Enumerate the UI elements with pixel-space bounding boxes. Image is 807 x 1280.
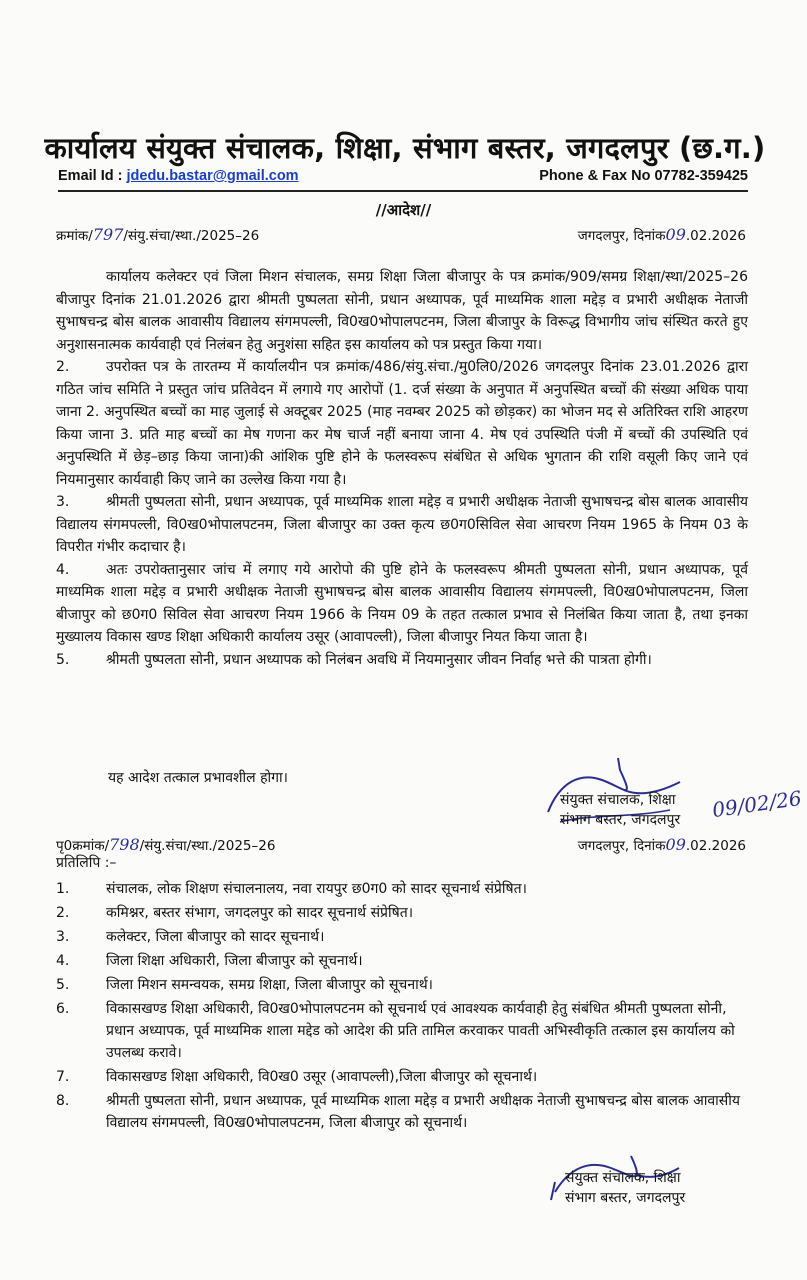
effect-line: यह आदेश तत्काल प्रभावशील होगा। bbox=[108, 770, 288, 786]
signatory-designation: संयुक्त संचालक, शिक्षा bbox=[560, 792, 676, 808]
paragraph-4: 4. अतः उपरोक्तानुसार जांच में लगाए गये आरोपो की पुष्टि होने के फलस्वरूप श्रीमती पुष्पलता सोनी, प्रधान अध्यापक, पूर्व माध्यमिक शाला मद्देड़ व प्रभारी अधीक्षक नेताजी सुभाषचन्द्र बोस बालक आवासीय विद्यालय संगमपल्ली, वि0ख0भोपालपटनम, जिला बीजापुर को छ0ग0 सिविल सेवा आचरण नियम 1966 के नियम 09 के तहत तत्काल प्रभाव से निलंबित किया जाता है, तथा इनका मुख्यालय विकास खण्ड शिक्षा अधिकारी कार्यालय उसूर (आवापल्ली), जिला बीजापुर नियत किया जाता है। bbox=[56, 561, 748, 645]
list-item: 7. विकासखण्ड शिक्षा अधिकारी, वि0ख0 उसूर (आवापल्ली),जिला बीजापुर को सूचनार्थ। bbox=[56, 1069, 538, 1085]
paragraph-2: 2. उपरोक्त पत्र के तारतम्य में कार्यालयीन पत्र क्रमांक/486/संयु.संचा./मु0लि0/2026 जगदलपुर दिनांक 23.01.2026 द्वारा गठित जांच समिति ने प्रस्तुत जांच प्रतिवेदन में लगाये गए आरोपों (1. दर्ज संख्या के अनुपात में अनुपस्थित बच्चों की संख्या अधिक पाया जाना 2. अनुपस्थित बच्चों का माह जुलाई से अक्टूबर 2025 (माह नवम्बर 2025 को छोड़कर) का भोजन मद से अतिरिक्त राशि आहरण किया जाना 3. प्रति माह बच्चों का मेष गणना कर मेष चार्ज नहीं बनाया जाना 4. मेष एवं उपस्थिति पंजी में बच्चों की उपस्थिति एवं अनुपस्थिति में छेड़–छाड़ किया जाना)की आंशिक पुष्टि होने के फलस्वरूप संबंधित से अधिक भुगतान की राशि वसूली किए जाने एवं नियमानुसार कार्यवाही किए जाने का उल्लेख किया गया है। bbox=[56, 359, 748, 488]
email-label: Email Id : bbox=[58, 168, 123, 184]
reference-line-order bbox=[56, 225, 746, 244]
place-date: जगदलपुर, दिनांक09.02.2026 bbox=[577, 225, 746, 244]
order-heading: //आदेश// bbox=[375, 201, 432, 219]
place-date-2: जगदलपुर, दिनांक09.02.2026 bbox=[577, 835, 746, 854]
list-item: 6. विकासखण्ड शिक्षा अधिकारी, वि0ख0भोपालपटनम को सूचनार्थ एवं आवश्यक कार्यवाही हेतु संबंधित श्रीमती पुष्पलता सोनी, प्रधान अध्यापक, पूर्व माध्यमिक शाला मद्देड को आदेश की प्रति तामिल करवाकर पावती अभिस्वीकृति तत्काल इस कार्यालय को उपलब्ध करावे। bbox=[56, 1001, 735, 1061]
signature-block-1 bbox=[560, 790, 680, 830]
list-item: 8. श्रीमती पुष्पलता सोनी, प्रधान अध्यापक, पूर्व माध्यमिक शाला मद्देड़ व प्रभारी अधीक्षक नेताजी सुभाषचन्द्र बोस बालक आवासीय विद्यालय संगमपल्ली, वि0ख0भोपालपटनम, जिला बीजापुर को सूचनार्थ। bbox=[56, 1093, 740, 1131]
ref2-suffix: /संयु.संचा/स्था./2025–26 bbox=[139, 838, 276, 854]
letterhead-contact bbox=[58, 168, 748, 184]
copy-to-label: प्रतिलिपि :– bbox=[56, 855, 117, 871]
signature-block-2 bbox=[565, 1168, 685, 1208]
signatory-office-2: संभाग बस्तर, जगदलपुर bbox=[565, 1190, 686, 1206]
copy-to-list bbox=[56, 878, 748, 1136]
phone-fax: Phone & Fax No 07782-359425 bbox=[539, 168, 748, 184]
letterhead-title: कार्यालय संयुक्त संचालक, शिक्षा, संभाग बस्तर, जगदलपुर (छ.ग.) bbox=[44, 131, 766, 165]
signature-date-handwritten: 09/02/26 bbox=[710, 785, 804, 823]
order-body bbox=[56, 266, 748, 671]
paragraph-1: कार्यालय कलेक्टर एवं जिला मिशन संचालक, समग्र शिक्षा जिला बीजापुर के पत्र क्रमांक/909/समग्र शिक्षा/स्था/2025–26 बीजापुर दिनांक 21.01.2026 द्वारा श्रीमती पुष्पलता सोनी, प्रधान अध्यापक, पूर्व माध्यमिक शाला मद्देड़ व प्रभारी अधीक्षक नेताजी सुभाषचन्द्र बोस बालक आवासीय विद्यालय संगमपल्ली, वि0ख0भोपालपटनम, जिला बीजापुर के विरूद्ध विभागीय जांच संस्थित करते हुए अनुशासनात्मक कार्यवाही एवं निलंबन हेतु अनुशंसा सहित इस कार्यालय को पत्र प्रस्तुत किया गया। bbox=[56, 269, 748, 353]
ref2-prefix: पृ0क्रमांक/ bbox=[56, 838, 110, 854]
list-item: 4. जिला शिक्षा अधिकारी, जिला बीजापुर को सूचनार्थ। bbox=[56, 953, 363, 969]
paragraph-3: 3. श्रीमती पुष्पलता सोनी, प्रधान अध्यापक, पूर्व माध्यमिक शाला मद्देड़ व प्रभारी अधीक्षक नेताजी सुभाषचन्द्र बोस बालक आवासीय विद्यालय संगमपल्ली, वि0ख0भोपालपटनम, जिला बीजापुर का उक्त कृत्य छ0ग0सिविल सेवा आचरण नियम 1965 के नियम 03 के विपरीत गंभीर कदाचार है। bbox=[56, 494, 748, 555]
ref2-number-handwritten: 798 bbox=[109, 835, 140, 854]
list-item: 2. कमिश्नर, बस्तर संभाग, जगदलपुर को सादर सूचनार्थ संप्रेषित। bbox=[56, 905, 414, 921]
date-handwritten: 09 bbox=[665, 225, 686, 244]
ref-prefix: क्रमांक/ bbox=[56, 228, 93, 244]
letterhead-divider bbox=[58, 190, 748, 192]
reference-line-copy bbox=[56, 835, 746, 854]
ref-number-handwritten: 797 bbox=[92, 225, 124, 244]
list-item: 3. कलेक्टर, जिला बीजापुर को सादर सूचनार्थ। bbox=[56, 929, 325, 945]
ref-suffix: /संयु.संचा/स्था./2025–26 bbox=[123, 228, 260, 244]
list-item: 1. संचालक, लोक शिक्षण संचालनालय, नवा रायपुर छ0ग0 को सादर सूचनार्थ संप्रेषित। bbox=[56, 881, 527, 897]
signatory-office: संभाग बस्तर, जगदलपुर bbox=[560, 812, 681, 828]
signatory-designation-2: संयुक्त संचालक, शिक्षा bbox=[565, 1170, 681, 1186]
list-item: 5. जिला मिशन समन्वयक, समग्र शिक्षा, जिला बीजापुर को सूचनार्थ। bbox=[56, 977, 433, 993]
email-link[interactable]: jdedu.bastar@gmail.com bbox=[126, 168, 299, 184]
paragraph-5: 5. श्रीमती पुष्पलता सोनी, प्रधान अध्यापक को निलंबन अवधि में नियमानुसार जीवन निर्वाह भत्ते की पात्रता होगी। bbox=[56, 651, 652, 668]
date2-handwritten: 09 bbox=[665, 835, 686, 854]
